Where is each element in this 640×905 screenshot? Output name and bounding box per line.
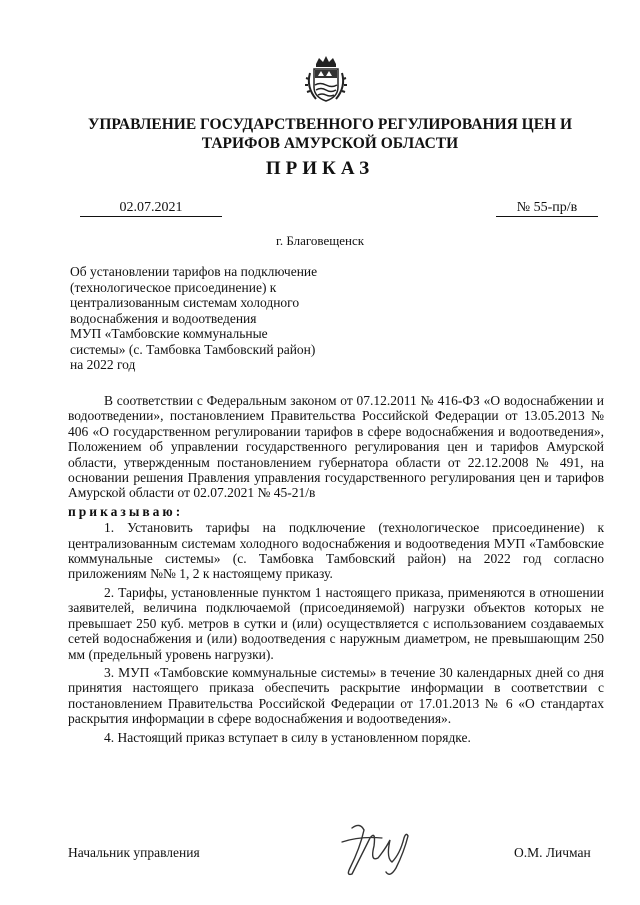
subject-line: на 2022 год (70, 357, 136, 372)
subject-line: централизованным системам холодного (70, 295, 300, 310)
subject-line: Об установлении тарифов на подключение (70, 264, 318, 279)
order-item: 2. Тарифы, установленные пунктом 1 настоящего приказа, применяются в отношении заявителей, величина подключаемой (присоединяемой) нагрузки объектов которых не превышает 250 куб. метров в сутки и (или) осуществляется с использованием создаваемых сетей водоснабжения и (или) водоотведения с наружным диаметром, не превышающим 250 мм (предельный уровень нагрузки). (68, 584, 604, 662)
signatory-role: Начальник управления (68, 845, 200, 860)
document-subject (70, 264, 360, 373)
document-city: г. Благовещенск (275, 233, 365, 248)
handwritten-signature (330, 818, 420, 884)
document-body (68, 393, 604, 748)
org-line-1: УПРАВЛЕНИЕ ГОСУДАРСТВЕННОГО РЕГУЛИРОВАНИЯ ЦЕН И (87, 116, 573, 133)
subject-line: (технологическое присоединение) к (70, 279, 277, 295)
subject-line: системы» (с. Тамбовка Тамбовский район) (70, 341, 316, 357)
document-date: 02.07.2021 (80, 200, 222, 217)
order-item: 3. МУП «Тамбовские коммунальные системы» в течение 30 календарных дней со дня принятия настоящего приказа обеспечить раскрытие информации в соответствии с постановлением Правительства Российской Федерации от 17.01.2013 № 6 «О стандартах раскрытия информации в сфере водоснабжения и водоотведения». (68, 664, 604, 727)
coat-of-arms-icon (304, 55, 348, 105)
order-item: 4. Настоящий приказ вступает в силу в установленном порядке. (104, 729, 471, 745)
subject-line: водоснабжения и водоотведения (70, 310, 257, 326)
document-number: № 55-пр/в (496, 200, 598, 217)
subject-line: МУП «Тамбовские коммунальные (70, 326, 268, 341)
signatory-name: О.М. Личман (514, 845, 591, 860)
order-word: приказываю: (68, 503, 184, 519)
preamble-paragraph: В соответствии с Федеральным законом от 07.12.2011 № 416-ФЗ «О водоснабжении и водоотведении», постановлением Правительства Российской Федерации от 13.05.2013 № 406 «О государственном регулировании тарифов в сфере водоснабжения и водоотведения», Положением об управлении государственного регулирования цен и тарифов Амурской области, утвержденным постановлением губернатора области от 22.12.2008 № 491, на основании решения Правления управления государственного регулирования цен и тарифов Амурской области от 02.07.2021 № 45-21/в (68, 393, 604, 501)
order-item: 1. Установить тарифы на подключение (технологическое присоединение) к централизованным системам холодного водоснабжения и водоотведения МУП «Тамбовские коммунальные системы» (с. Тамбовка Тамбовский район) на 2022 год согласно приложениям №№ 1, 2 к настоящему приказу. (68, 520, 604, 582)
org-line-2: ТАРИФОВ АМУРСКОЙ ОБЛАСТИ (201, 135, 459, 152)
organization-name (70, 115, 590, 153)
document-type-title: ПРИКАЗ (265, 158, 375, 179)
